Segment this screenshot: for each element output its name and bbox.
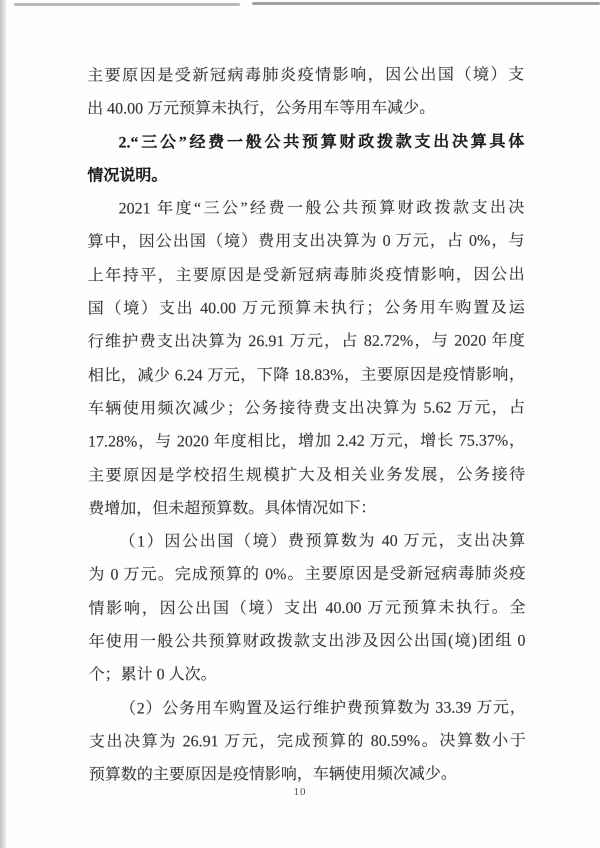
text-line: 17.28%，与 2020 年度相比，增加 2.42 万元，增长 75.37%，	[88, 432, 526, 451]
document-body	[87, 58, 526, 792]
text-line: 算中，因公出国（境）费用支出决算为 0 万元，占 0%，与	[87, 232, 525, 252]
text-line: 支出决算为 26.91 万元，完成预算的 80.59%。决算数小于	[88, 732, 526, 751]
text-line: 个；累计 0 人次。	[88, 666, 217, 684]
text-line: 出 40.00 万元预算未执行，公务用车等用车减少。	[87, 99, 436, 118]
text-line: 年使用一般公共预算财政拨款支出涉及因公出国(境)团组 0	[88, 632, 526, 651]
heading-line: 情况说明。	[87, 167, 168, 185]
text-line: 情影响，因公出国（境）支出 40.00 万元预算未执行。全	[88, 599, 526, 618]
page-number: 10	[293, 786, 307, 798]
text-line: 车辆使用频次减少；公务接待费支出决算为 5.62 万元，占	[87, 399, 525, 418]
heading-line: 2.“三公”经费一般公共预算财政拨款支出决算具体	[118, 133, 525, 152]
text-line: 为 0 万元。完成预算的 0%。主要原因是受新冠病毒肺炎疫	[88, 565, 526, 585]
text-line: （1）因公出国（境）费预算数为 40 万元，支出决算	[119, 532, 526, 551]
text-line: （2）公务用车购置及运行维护费预算数为 33.39 万元，	[119, 699, 526, 718]
text-line: 2021 年度“三公”经费一般公共预算财政拨款支出决	[118, 199, 525, 218]
text-line: 国（境）支出 40.00 万元预算未执行；公务用车购置及运	[87, 299, 525, 318]
text-line: 行维护费支出决算为 26.91 万元，占 82.72%，与 2020 年度	[87, 332, 525, 351]
text-line: 上年持平，主要原因是受新冠病毒肺炎疫情影响，因公出	[87, 266, 525, 285]
text-line: 预算数的主要原因是疫情影响，车辆使用频次减少。	[88, 765, 457, 784]
text-line: 费增加，但未超预算数。具体情况如下：	[88, 499, 377, 518]
scan-edge-left	[0, 0, 6, 848]
text-line: 相比，减少 6.24 万元，下降 18.83%，主要原因是疫情影响，	[87, 366, 525, 385]
text-line: 主要原因是学校招生规模扩大及相关业务发展，公务接待	[88, 465, 526, 485]
scan-edge-top	[14, 3, 240, 6]
text-line: 主要原因是受新冠病毒肺炎疫情影响，因公出国（境）支	[87, 66, 525, 85]
scan-edge-top	[252, 2, 600, 5]
